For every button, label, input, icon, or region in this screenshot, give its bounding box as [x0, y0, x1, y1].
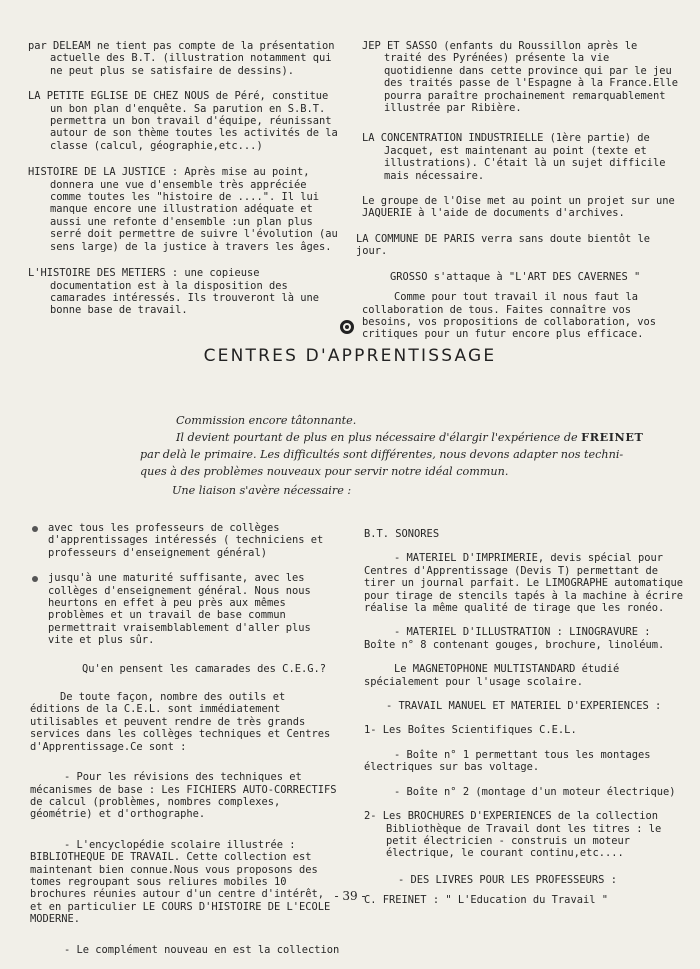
page-number: - 39 - — [334, 889, 366, 903]
intro-block — [140, 412, 644, 499]
paragraph-concentration-industrielle: LA CONCENTRATION INDUSTRIELLE (1ère partie) de Jacquet, est maintenant au point (texte et illustrations). C'était là un sujet difficile mais nécessaire. — [362, 132, 666, 182]
paragraph-freinet-education: C. FREINET : " L'Education du Travail " — [364, 894, 608, 907]
paragraph-boite-2: - Boîte n° 2 (montage d'un moteur électrique) — [394, 785, 676, 798]
paragraph-complement: - Le complément nouveau en est la collection — [64, 943, 340, 956]
intro-line-5: Une liaison s'avère nécessaire : — [172, 484, 352, 497]
paragraph-travail-manuel: - TRAVAIL MANUEL ET MATERIEL D'EXPERIENCES : — [386, 700, 662, 713]
paragraph-grosso: GROSSO s'attaque à "L'ART DES CAVERNES " — [390, 270, 641, 283]
paragraph-illustration: - MATERIEL D'ILLUSTRATION : LINOGRAVURE : Boîte n° 8 contenant gouges, brochure, linoléum. — [364, 626, 665, 651]
paragraph-question-ceg: Qu'en pensent les camarades des C.E.G.? — [82, 662, 326, 675]
paragraph-histoire-metiers: L'HISTOIRE DES METIERS : une copieuse documentation est à la disposition des camarades intéressés. Ils trouveront là une bonne base de travail. — [28, 267, 319, 317]
intro-line-2-text: Il devient pourtant de plus en plus nécessaire d'élargir l'expérience de — [176, 431, 582, 444]
paragraph-boites-scientifiques: 1- Les Boîtes Scientifiques C.E.L. — [364, 724, 577, 737]
intro-line-1: Commission encore tâtonnante. — [176, 414, 357, 427]
bullet-maturite — [30, 572, 340, 646]
paragraph-groupe-oise: Le groupe de l'Oise met au point un projet sur une JAQUERIE à l'aide de documents d'archives. — [362, 195, 675, 220]
bullet-professeurs — [30, 522, 340, 559]
intro-line-4: ques à des problèmes nouveaux pour servir notre idéal commun. — [140, 465, 509, 478]
paragraph-bt-sonores: B.T. SONORES — [364, 528, 440, 540]
bullet-dot — [32, 526, 38, 532]
intro-line-3: par delà le primaire. Les difficultés sont différentes, nous devons adapter nos techni- — [140, 448, 624, 461]
paragraph-collaboration: Comme pour tout travail il nous faut la collaboration de tous. Faites connaître vos besoins, vos propositions de collaboration, vos critiques pour un futur encore plus efficace. — [362, 291, 657, 341]
paragraph-toute-facon: De toute façon, nombre des outils et éditions de la C.E.L. sont immédiatement utilisables et peuvent rendre de très grands services dans les collèges techniques et Centres d'Apprentissage.Ce sont : — [30, 691, 331, 753]
top-right-column — [356, 40, 680, 354]
paragraph-petite-eglise: LA PETITE EGLISE DE CHEZ NOUS de Péré, constitue un bon plan d'enquête. Sa parution en S.B.T. permettra un bon travail d'équipe, réunissant autour de son thème toutes les activités de la classe (calcul, géographie,etc...) — [28, 90, 338, 152]
paragraph-magnetophone: Le MAGNETOPHONE MULTISTANDARD étudié spécialement pour l'usage scolaire. — [364, 663, 620, 688]
bottom-right-column — [364, 528, 686, 920]
paragraph-commune-paris: LA COMMUNE DE PARIS verra sans doute bientôt le jour. — [356, 232, 651, 258]
ornament-symbol — [340, 320, 354, 334]
top-left-column — [28, 40, 340, 330]
paragraph-livres: - DES LIVRES POUR LES PROFESSEURS : — [398, 873, 617, 886]
paragraph-revisions: - Pour les révisions des techniques et mécanismes de base : Les FICHIERS AUTO-CORRECTIFS de calcul (problèmes, nombres complexes, géométrie) et d'orthographe. — [30, 771, 337, 821]
intro-line-2 — [176, 429, 644, 446]
paragraph-brochures: 2- Les BROCHURES D'EXPERIENCES de la collection Bibliothèque de Travail dont les titres : le petit électricien - construis un moteur électrique, le courant continu,etc.... — [364, 810, 662, 860]
paragraph-bibliotheque: - L'encyclopédie scolaire illustrée : BIBLIOTHEQUE DE TRAVAIL. Cette collection est maintenant bien connue.Nous vous proposons des tomes regroupant sous reliures mobiles 10 brochures réunies autour d'un centre d'intérêt, et en particulier LE COURS D'HISTOIRE DE L'ECOLE MODERNE. — [30, 838, 331, 926]
paragraph-imprimerie: - MATERIEL D'IMPRIMERIE, devis spécial pour Centres d'Apprentissage (Devis T) permettant de tirer un journal parfait. Le LIMOGRAPHE automatique pour tirage de stencils tapés à la machine à écrire réalise la même qualité de tirage que les ronéo. — [364, 552, 684, 615]
paragraph-histoire-justice: HISTOIRE DE LA JUSTICE : Après mise au point, donnera une vue d'ensemble très appréciée comme toutes les "histoire de ....". Il lui manque encore une illustration adéquate et aussi une refonte d'ensemble :un plan plus serré doit permettre de suivre l'évolution (au sens large) de la justice à travers les âges. — [28, 166, 338, 253]
paragraph-deleam: par DELEAM ne tient pas compte de la présentation actuelle des B.T. (illustration notamment qui ne peut plus se satisfaire de dessins). — [28, 40, 335, 77]
bullet-dot — [32, 576, 38, 582]
freinet-name: FREINET — [581, 430, 644, 444]
bullet-maturite-text: jusqu'à une maturité suffisante, avec les collèges d'enseignement général. Nous nous heurtons en effet à peu près aux mêmes problèmes et un travail de base commun permettrait vraisemblablement d'aller plus vite et plus sûr. — [48, 572, 311, 647]
bullet-professeurs-text: avec tous les professeurs de collèges d'apprentissages intéressés ( techniciens et professeurs d'enseignement général) — [48, 522, 324, 559]
paragraph-boite-1: - Boîte n° 1 permettant tous les montages électriques sur bas voltage. — [364, 748, 651, 774]
paragraph-jep-sasso: JEP ET SASSO (enfants du Roussillon après le traité des Pyrénées) présente la vie quotidienne dans cette province qui par le jeu des traités passe de l'Espagne à la France.Elle pourra paraître prochainement remarquablement illustrée par Ribière. — [362, 40, 679, 115]
section-title: CENTRES D'APPRENTISSAGE — [203, 346, 497, 366]
